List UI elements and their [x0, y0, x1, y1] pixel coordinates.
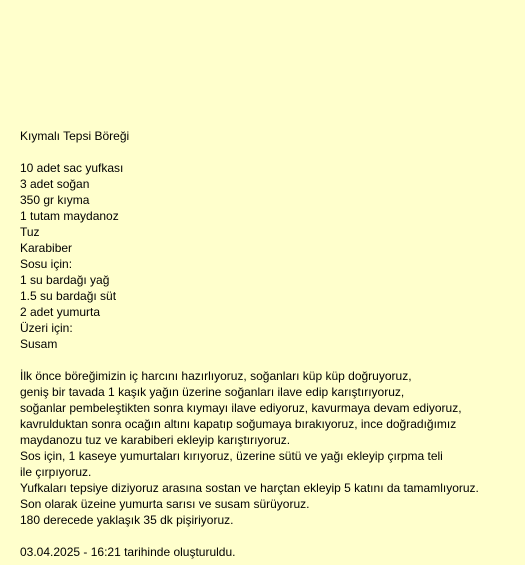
ingredient-item: 1.5 su bardağı süt	[20, 289, 117, 303]
ingredient-item: 10 adet sac yufkası	[20, 161, 124, 175]
ingredient-item: 1 su bardağı yağ	[20, 273, 110, 287]
ingredients-list	[20, 160, 515, 352]
instruction-line: soğanlar pembeleştikten sonra kıymayı ilave ediyoruz, kavurmaya devam ediyoruz,	[20, 401, 462, 415]
instructions-block	[20, 368, 515, 528]
spacer	[20, 528, 515, 544]
ingredient-item: Susam	[20, 337, 58, 351]
instruction-line: kavrulduktan sonra ocağın altını kapatıp soğumaya bırakıyoruz, ince doğradığımız	[20, 417, 457, 431]
instruction-line: ile çırpıyoruz.	[20, 465, 92, 479]
ingredient-item: 1 tutam maydanoz	[20, 209, 119, 223]
instruction-line: 180 derecede yaklaşık 35 dk pişiriyoruz.	[20, 513, 234, 527]
ingredient-item: Tuz	[20, 225, 40, 239]
creation-timestamp: 03.04.2025 - 16:21 tarihinde oluşturuldu.	[20, 545, 236, 559]
recipe-document	[20, 128, 515, 560]
ingredient-section-heading: Sosu için:	[20, 257, 73, 271]
instruction-line: geniş bir tavada 1 kaşık yağın üzerine soğanları ilave edip karıştırıyoruz,	[20, 385, 405, 399]
instruction-line: Yufkaları tepsiye diziyoruz arasına sostan ve harçtan ekleyip 5 katını da tamamlıyoruz.	[20, 481, 479, 495]
ingredient-item: 2 adet yumurta	[20, 305, 101, 319]
spacer	[20, 352, 515, 368]
ingredient-item: Karabiber	[20, 241, 73, 255]
ingredient-section-heading: Üzeri için:	[20, 321, 73, 335]
ingredient-item: 3 adet soğan	[20, 177, 90, 191]
instruction-line: İlk önce böreğimizin iç harcını hazırlıyoruz, soğanları küp küp doğruyoruz,	[20, 369, 412, 383]
ingredient-item: 350 gr kıyma	[20, 193, 90, 207]
spacer	[20, 144, 515, 160]
instruction-line: maydanozu tuz ve karabiberi ekleyip karıştırıyoruz.	[20, 433, 291, 447]
instruction-line: Sos için, 1 kaseye yumurtaları kırıyoruz, üzerine sütü ve yağı ekleyip çırpma teli	[20, 449, 443, 463]
instruction-line: Son olarak üzeine yumurta sarısı ve susam sürüyoruz.	[20, 497, 310, 511]
recipe-title: Kıymalı Tepsi Böreği	[20, 129, 130, 143]
